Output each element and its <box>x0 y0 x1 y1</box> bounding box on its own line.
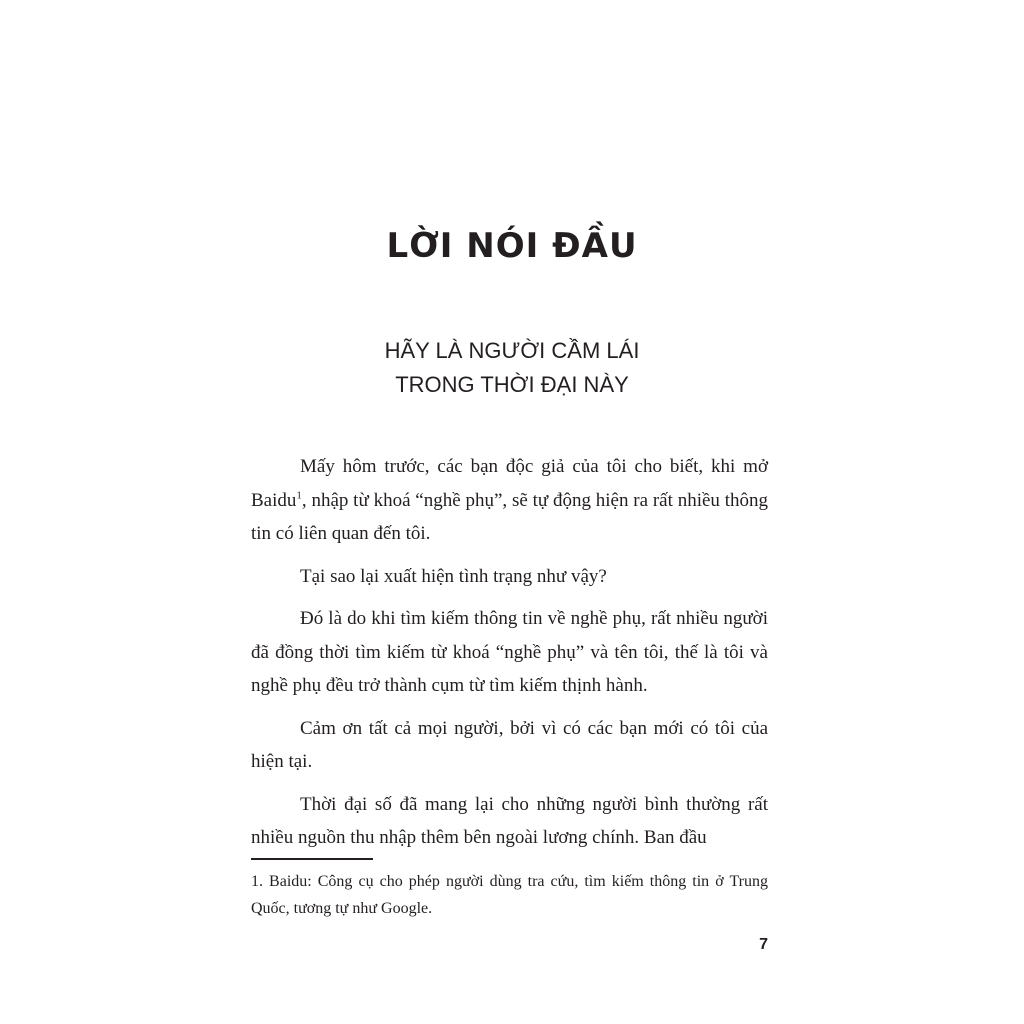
subtitle-line-2: TRONG THỜI ĐẠI NÀY <box>395 372 629 397</box>
paragraph-2: Tại sao lại xuất hiện tình trạng như vậy? <box>300 565 607 587</box>
body-text <box>251 450 768 855</box>
footnote-divider <box>251 858 373 860</box>
subtitle-line-1: HÃY LÀ NGƯỜI CẦM LÁI <box>384 338 640 363</box>
footnote-reference[interactable]: 1 <box>296 489 302 502</box>
page-number: 7 <box>759 936 768 953</box>
paragraph-1 <box>251 450 768 551</box>
paragraph-3: Đó là do khi tìm kiếm thông tin về nghề phụ, rất nhiều người đã đồng thời tìm kiếm từ khoá “nghề phụ” và tên tôi, thế là tôi và nghề phụ đều trở thành cụm từ tìm kiếm thịnh hành. <box>251 608 768 696</box>
chapter-subtitle <box>0 334 1024 402</box>
paragraph-4: Cảm ơn tất cả mọi người, bởi vì có các bạn mới có tôi của hiện tại. <box>251 717 768 772</box>
footnote: 1. Baidu: Công cụ cho phép người dùng tra cứu, tìm kiếm thông tin ở Trung Quốc, tương tự như Google. <box>251 873 768 917</box>
paragraph-1-start: Mấy hôm trước, các bạn độc giả của tôi cho biết, khi mở Baidu <box>251 456 768 511</box>
paragraph-1-end: , nhập từ khoá “nghề phụ”, sẽ tự động hiện ra rất nhiều thông tin có liên quan đến tôi. <box>251 489 768 544</box>
paragraph-5: Thời đại số đã mang lại cho những người bình thường rất nhiều nguồn thu nhập thêm bên ngoài lương chính. Ban đầu <box>251 793 768 848</box>
chapter-title: LỜI NÓI ĐẦU <box>386 226 638 266</box>
